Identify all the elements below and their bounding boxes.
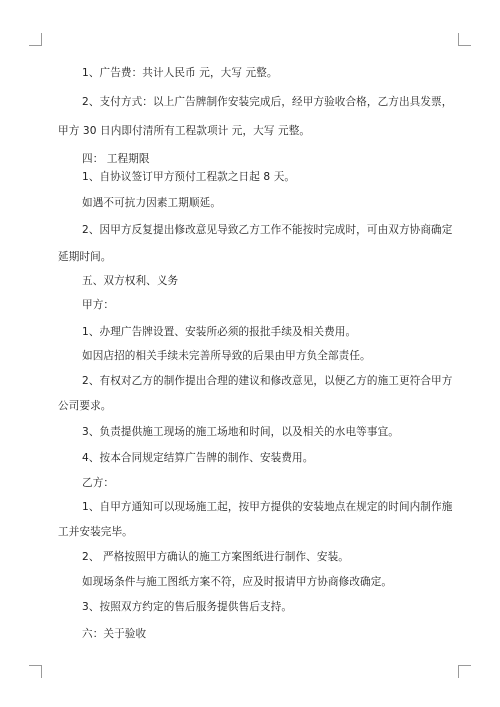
party-a-duty-1: 1、办理广告牌设置、安装所必须的报批手续及相关费用。 <box>82 326 357 338</box>
clause-payment-method: 2、支付方式：以上广告牌制作安装完成后，经甲方验收合格，乙方出具发票， <box>82 96 453 108</box>
party-a-duty-2-cont: 公司要求。 <box>58 400 112 412</box>
clause-ad-fee: 1、广告费：共计人民币 元，大写 元整。 <box>82 67 278 79</box>
crop-mark-bottom-right <box>458 665 471 678</box>
party-b-duty-2-note: 如现场条件与施工图纸方案不符，应及时报请甲方协商修改确定。 <box>82 576 393 588</box>
section-heading-rights: 五、双方权利、义务 <box>82 275 179 287</box>
crop-mark-top-right <box>458 33 471 46</box>
clause-schedule-2-cont: 延期时间。 <box>58 251 112 263</box>
section-heading-acceptance: 六：关于验收 <box>82 628 147 640</box>
party-a-heading: 甲方： <box>82 299 115 311</box>
party-b-duty-3: 3、按照双方约定的售后服务提供售后支持。 <box>82 601 293 613</box>
party-a-duty-2: 2、有权对乙方的制作提出合理的建议和修改意见，以便乙方的施工更符合甲方 <box>82 375 453 387</box>
clause-schedule-1: 1、自协议签订甲方预付工程款之日起 8 天。 <box>82 171 296 183</box>
party-b-duty-2: 2、 严格按照甲方确认的施工方案图纸进行制作、安装。 <box>82 551 349 563</box>
party-a-duty-4: 4、按本合同规定结算广告牌的制作、安装费用。 <box>82 452 314 464</box>
crop-mark-top-left <box>29 33 42 46</box>
party-a-duty-3: 3、负责提供施工现场的施工场地和时间，以及相关的水电等事宜。 <box>82 426 399 438</box>
crop-mark-bottom-left <box>29 665 42 678</box>
clause-schedule-2: 2、因甲方反复提出修改意见导致乙方工作不能按时完成时，可由双方协商确定 <box>82 224 453 236</box>
party-b-duty-1: 1、自甲方通知可以现场施工起，按甲方提供的安装地点在规定的时间内制作施 <box>82 501 453 513</box>
party-a-duty-1-note: 如因店招的相关手续未完善所导致的后果由甲方负全部责任。 <box>82 350 371 362</box>
clause-payment-method-cont: 甲方 30 日内即付清所有工程款项计 元，大写 元整。 <box>58 125 311 137</box>
clause-force-majeure: 如遇不可抗力因素工期顺延。 <box>82 197 222 209</box>
section-heading-schedule: 四： 工程期限 <box>82 153 150 165</box>
party-b-heading: 乙方： <box>82 477 115 489</box>
party-b-duty-1-cont: 工并安装完毕。 <box>58 526 133 538</box>
